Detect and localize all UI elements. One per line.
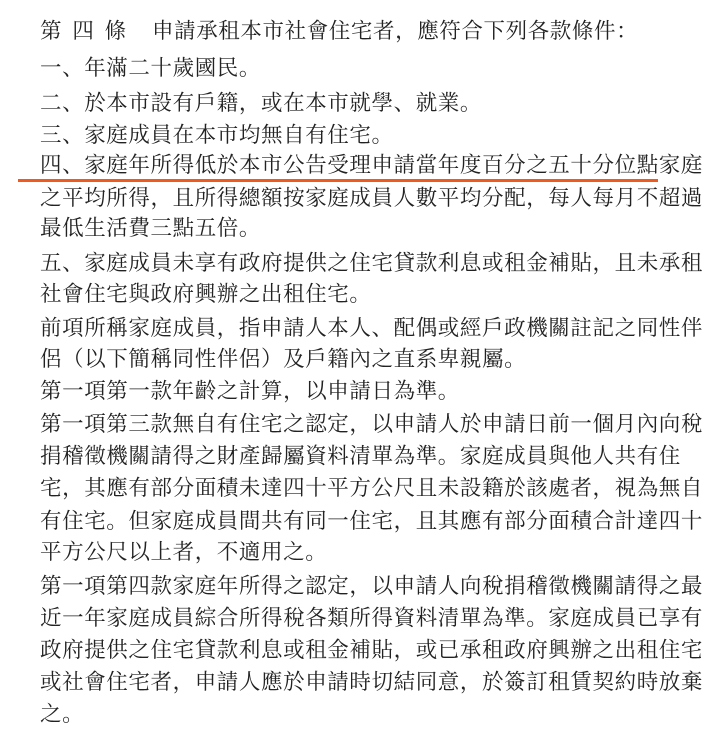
clause-line: 三、家庭成員在本市均無自有住宅。 xyxy=(40,123,394,148)
paragraph-line: 第一項第三款無自有住宅之認定，以申請人於申請日前一個月內向稅 xyxy=(40,412,704,437)
paragraph-line: 宅，其應有部分面積未達四十平方公尺且未設籍於該處者，視為無自 xyxy=(40,476,704,501)
paragraph-line: 第一項第四款家庭年所得之認定，以申請人向稅捐稽徵機關請得之最 xyxy=(40,574,704,599)
paragraph-line: 或社會住宅者，申請人應於申請時切結同意，於簽訂租賃契約時放棄 xyxy=(40,670,704,695)
clause-line: 之平均所得，且所得總額按家庭成員人數平均分配，每人每月不超過 xyxy=(40,186,704,211)
clause-line: 最低生活費三點五倍。 xyxy=(40,216,262,241)
paragraph-line: 平方公尺以上者，不適用之。 xyxy=(40,540,328,565)
paragraph-line: 侶（以下簡稱同性伴侶）及戶籍內之直系卑親屬。 xyxy=(40,347,527,372)
article-number: 第 四 條 xyxy=(40,19,129,44)
clause-line: 四、家庭年所得低於本市公告受理申請當年度百分之五十分位點家庭 xyxy=(40,153,704,178)
paragraph-line: 第一項第一款年齡之計算，以申請日為準。 xyxy=(40,379,460,404)
clause-line: 五、家庭成員未享有政府提供之住宅貸款利息或租金補貼，且未承租 xyxy=(40,251,704,276)
clause-line: 二、於本市設有戶籍，或在本市就學、就業。 xyxy=(40,91,483,116)
article-heading: 申請承租本市社會住宅者，應符合下列各款條件： xyxy=(152,19,639,44)
paragraph-line: 前項所稱家庭成員，指申請人本人、配偶或經戶政機關註記之同性伴 xyxy=(40,316,704,341)
highlight-underline xyxy=(18,179,658,182)
paragraph-line: 政府提供之住宅貸款利息或租金補貼，或已承租政府興辦之出租住宅 xyxy=(40,638,704,663)
clause-line: 一、年滿二十歲國民。 xyxy=(40,56,262,81)
paragraph-line: 捐稽徵機關請得之財產歸屬資料清單為準。家庭成員與他人共有住 xyxy=(40,444,681,469)
paragraph-line: 近一年家庭成員綜合所得稅各類所得資料清單為準。家庭成員已享有 xyxy=(40,606,704,631)
paragraph-line: 之。 xyxy=(40,702,85,727)
clause-line: 社會住宅與政府興辦之出租住宅。 xyxy=(40,282,372,307)
paragraph-line: 有住宅。但家庭成員間共有同一住宅，且其應有部分面積合計達四十 xyxy=(40,509,704,534)
